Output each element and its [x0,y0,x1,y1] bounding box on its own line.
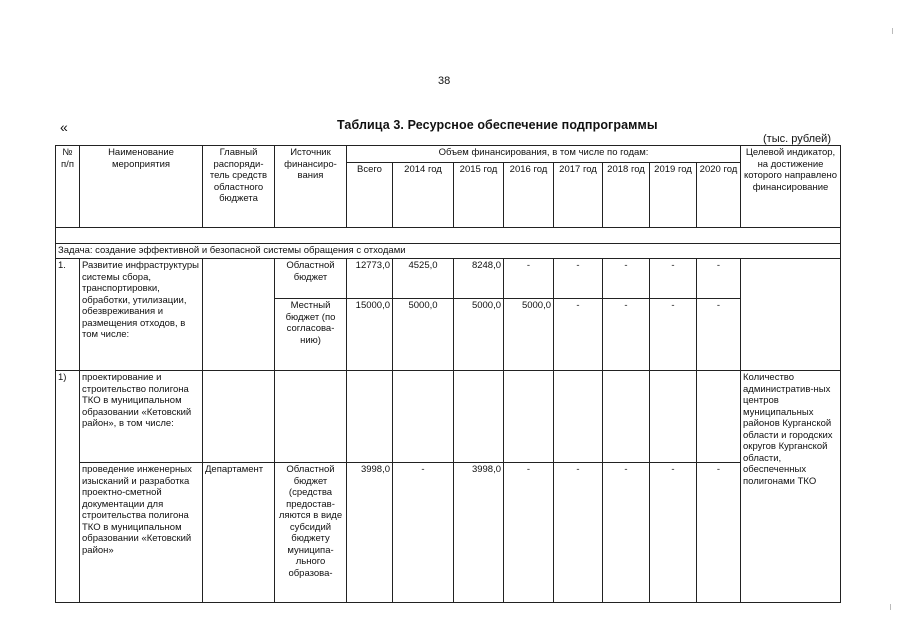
row2-manager [203,371,275,463]
header-name: Наименование мероприятия [80,146,203,228]
row3-2020: - [697,463,741,603]
header-2016: 2016 год [504,163,554,228]
spacer-cell [56,228,841,244]
row3-2015: 3998,0 [454,463,504,603]
row3-2014: - [393,463,454,603]
task-row [56,244,841,259]
row2-2017 [554,371,603,463]
row2-indicator: Количество административ-ных центров муниципальных районов Курганской области и городских округов Курганской области, обеспеченных полигонами ТКО [741,371,841,603]
row3-2018: - [603,463,650,603]
row1a-2018: - [603,259,650,299]
header-indicator: Целевой индикатор, на достижение которого направлено финансирование [741,146,841,228]
row1a-source: Областной бюджет [275,259,347,299]
row2-source [275,371,347,463]
row2-2015 [454,371,504,463]
header-2015: 2015 год [454,163,504,228]
row1a-2015: 8248,0 [454,259,504,299]
row1b-2016: 5000,0 [504,299,554,371]
opening-quote-mark: « [60,119,68,135]
row3-2016: - [504,463,554,603]
row3-total: 3998,0 [347,463,393,603]
row3-source: Областной бюджет (средства предостав-ляются в виде субсидий бюджету муниципа-льного образова- [275,463,347,603]
header-num: № п/п [56,146,80,228]
row3-2019: - [650,463,697,603]
page-number: 38 [438,75,451,87]
row1a-2020: - [697,259,741,299]
row2-num: 1) [56,371,80,603]
task-label: Задача: создание эффективной и безопасной системы обращения с отходами [56,244,841,259]
row1b-source: Местный бюджет (по согласова-нию) [275,299,347,371]
row2-total [347,371,393,463]
row3-2017: - [554,463,603,603]
row2-2018 [603,371,650,463]
table-row [56,371,841,463]
header-manager: Главный распоряди-тель средств областного бюджета [203,146,275,228]
row1b-2015: 5000,0 [454,299,504,371]
row3-name: проведение инженерных изысканий и разработка проектно-сметной документации для строительства полигона ТКО в муниципальном образовании «Кетовский район» [80,463,203,603]
table-row [56,463,841,603]
header-2017: 2017 год [554,163,603,228]
row1-num: 1. [56,259,80,371]
row1a-2017: - [554,259,603,299]
row1b-2018: - [603,299,650,371]
edge-mark-bottom [890,604,891,610]
header-volume: Объем финансирования, в том числе по годам: [347,146,741,163]
row1b-total: 15000,0 [347,299,393,371]
row1a-2014: 4525,0 [393,259,454,299]
row1a-2019: - [650,259,697,299]
row1a-2016: - [504,259,554,299]
row1-indicator [741,259,841,371]
row1b-2019: - [650,299,697,371]
row1-name: Развитие инфраструктуры системы сбора, транспортировки, обработки, утилизации, обезвреживания и размещения отходов, в том числе: [80,259,203,371]
row1b-2017: - [554,299,603,371]
header-source: Источник финансиро-вания [275,146,347,228]
spacer-row [56,228,841,244]
row2-2016 [504,371,554,463]
row1a-total: 12773,0 [347,259,393,299]
resource-table [55,145,841,603]
row3-manager: Департамент [203,463,275,603]
row2-2020 [697,371,741,463]
header-2020: 2020 год [697,163,741,228]
header-row [56,146,841,163]
row2-2019 [650,371,697,463]
row2-name: проектирование и строительство полигона ТКО в муниципальном образовании «Кетовский район», в том числе: [80,371,203,463]
header-2019: 2019 год [650,163,697,228]
row1b-2014: 5000,0 [393,299,454,371]
units-label: (тыс. рублей) [763,133,831,145]
row1b-2020: - [697,299,741,371]
header-2014: 2014 год [393,163,454,228]
row2-2014 [393,371,454,463]
table-title: Таблица 3. Ресурсное обеспечение подпрограммы [337,118,658,132]
row1-manager [203,259,275,371]
edge-mark-top [892,28,893,34]
header-total: Всего [347,163,393,228]
header-2018: 2018 год [603,163,650,228]
table-row [56,259,841,299]
